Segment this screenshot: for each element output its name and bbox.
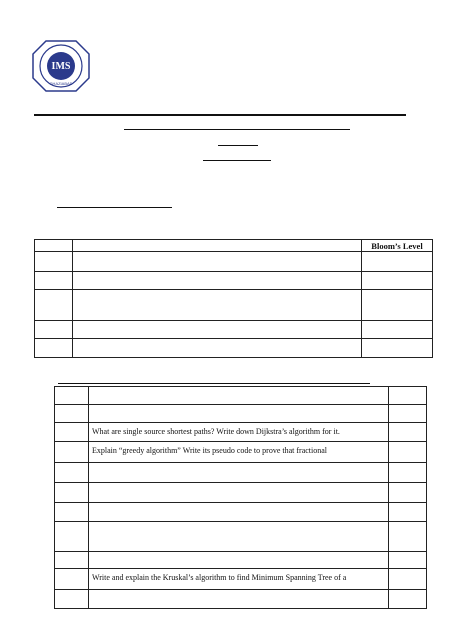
section-b-table bbox=[54, 386, 427, 609]
header-rule-thick bbox=[34, 114, 406, 116]
blooms-level-header: Bloom’s Level bbox=[362, 240, 433, 252]
question-kruskal: Write and explain the Kruskal’s algorithm to find Minimum Spanning Tree of a bbox=[89, 569, 389, 590]
table-row bbox=[55, 552, 427, 569]
table-row bbox=[55, 522, 427, 552]
question-greedy: Explain “greedy algorithm” Write its pseudo code to prove that fractional bbox=[89, 442, 389, 463]
table-row bbox=[55, 423, 427, 442]
section-a-table bbox=[34, 239, 433, 358]
question-dijkstra: What are single source shortest paths? Write down Dijkstra’s algorithm for it. bbox=[89, 423, 389, 442]
table-row bbox=[55, 483, 427, 503]
table-row bbox=[35, 290, 433, 321]
table-row bbox=[55, 463, 427, 483]
section-a-underline bbox=[57, 207, 172, 208]
table-row bbox=[55, 387, 427, 405]
subtitle-underline bbox=[218, 145, 258, 146]
table-row bbox=[35, 252, 433, 272]
table-row bbox=[35, 272, 433, 290]
table-row bbox=[35, 339, 433, 358]
section-b-underline bbox=[58, 383, 370, 384]
table-row bbox=[55, 590, 427, 609]
logo-subtext: GHAZIABAD bbox=[49, 81, 73, 86]
table-row bbox=[55, 442, 427, 463]
table-cell bbox=[35, 240, 73, 252]
session-underline bbox=[203, 160, 271, 161]
table-row bbox=[35, 321, 433, 339]
logo-text: IMS bbox=[51, 61, 71, 72]
title-underline bbox=[124, 129, 350, 130]
table-row bbox=[55, 569, 427, 590]
institute-logo bbox=[32, 40, 90, 92]
table-row bbox=[55, 503, 427, 522]
table-cell bbox=[73, 240, 362, 252]
table-row bbox=[55, 405, 427, 423]
